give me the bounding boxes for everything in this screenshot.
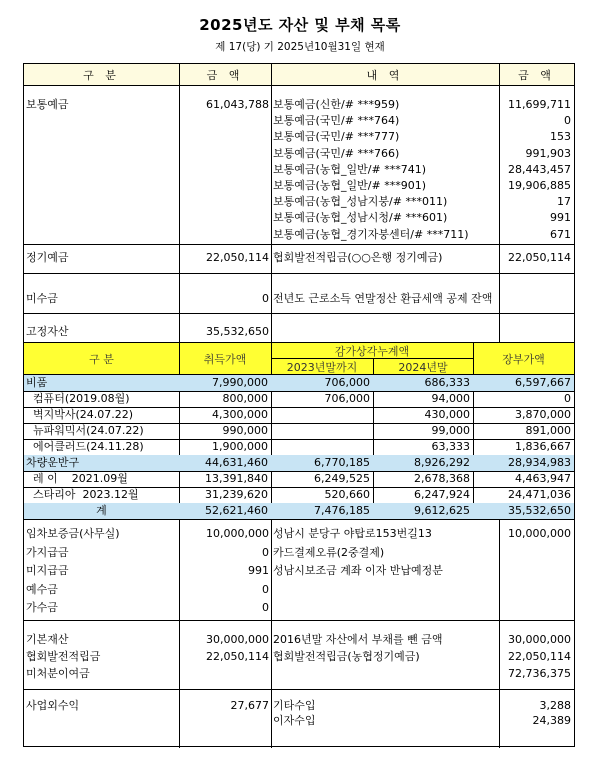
- asset-depreciation-2023: 6,249,525: [314, 472, 370, 485]
- asset-depreciation-2023: 706,000: [324, 376, 370, 389]
- equity-amount: 22,050,114: [206, 650, 269, 663]
- asset-depreciation-2024: 9,612,625: [414, 504, 470, 517]
- liability-detail: 성남시보조금 계좌 이자 반납예정분: [273, 564, 443, 577]
- asset-book-value: 4,463,947: [515, 472, 571, 485]
- asset-book-value: 3,870,000: [515, 408, 571, 421]
- deposit-amount-2: 22,050,114: [508, 251, 571, 264]
- receivable-amount: 0: [262, 292, 269, 305]
- account-detail-amount: 17: [557, 195, 571, 209]
- account-detail-amount: 671: [550, 227, 571, 241]
- asset-name: 스타리아 2023.12월: [26, 488, 139, 501]
- equity-detail-amount: 22,050,114: [508, 650, 571, 663]
- asset-book-value: 891,000: [525, 424, 571, 437]
- header-amount-2: 금 액: [518, 69, 555, 82]
- liability-amount: 10,000,000: [206, 527, 269, 540]
- asset-acquisition: 1,900,000: [212, 440, 268, 453]
- asset-depreciation-2023: 7,476,185: [314, 504, 370, 517]
- account-detail-amount: 0: [564, 114, 571, 128]
- account-detail: 보통예금(농협_성남지붕/# ***011): [273, 195, 448, 209]
- income-detail-amount: 24,389: [532, 714, 571, 727]
- asset-depreciation-2023: 520,660: [324, 488, 370, 501]
- asset-depreciation-2024: 2,678,368: [414, 472, 470, 485]
- liability-amount: 0: [262, 601, 269, 614]
- account-detail-amount: 19,906,885: [508, 179, 571, 192]
- income-detail: 기타수입: [273, 699, 316, 712]
- asset-depreciation-2024: 686,333: [424, 376, 470, 389]
- asset-acquisition: 52,621,460: [205, 504, 268, 517]
- account-detail: 보통예금(농협_경기자붕센터/# ***711): [273, 227, 469, 241]
- asset-acquisition: 31,239,620: [205, 488, 268, 501]
- asset-acquisition: 7,990,000: [212, 376, 268, 389]
- account-detail-amount: 28,443,457: [508, 162, 571, 176]
- page-subtitle: 제 17(당) 기 2025년10월31일 현재: [215, 41, 385, 53]
- asset-depreciation-2024: 63,333: [431, 440, 470, 453]
- asset-depreciation-2024: 99,000: [431, 424, 470, 437]
- asset-name: 비품: [26, 376, 48, 389]
- liability-detail: 카드결제오류(2중결제): [273, 545, 385, 559]
- asset-book-value: 6,597,667: [515, 376, 571, 389]
- liability-detail-amount: 10,000,000: [508, 527, 571, 540]
- header-category: 구 분: [83, 69, 120, 82]
- asset-book-value: 35,532,650: [508, 504, 571, 517]
- equity-detail-amount: 30,000,000: [508, 633, 571, 646]
- asset-header-book-value: 장부가액: [502, 353, 545, 366]
- asset-depreciation-2024: 8,926,292: [414, 456, 470, 469]
- liability-label: 가지급금: [26, 545, 69, 559]
- asset-depreciation-2023: 706,000: [324, 392, 370, 405]
- equity-label: 기본재산: [26, 633, 69, 646]
- asset-depreciation-2024: 94,000: [431, 392, 470, 405]
- asset-name: 컴퓨터(2019.08월): [26, 392, 130, 405]
- asset-header-2024: 2024년말: [398, 361, 448, 374]
- liability-amount: 0: [262, 582, 269, 596]
- asset-acquisition: 13,391,840: [205, 472, 268, 485]
- equity-detail-amount: 72,736,375: [508, 667, 571, 680]
- income-label: 사업외수익: [26, 699, 80, 712]
- account-amount: 61,043,788: [206, 98, 269, 111]
- asset-depreciation-2024: 6,247,924: [414, 488, 470, 501]
- asset-liability-sheet: [23, 63, 575, 747]
- asset-acquisition: 990,000: [222, 424, 268, 437]
- header-detail: 내 역: [366, 69, 404, 82]
- asset-name: 차량운반구: [26, 456, 80, 469]
- liability-detail: 성남시 분당구 야탑로153번길13: [273, 527, 432, 540]
- account-detail: 보통예금(신한/# ***959): [273, 98, 400, 111]
- asset-acquisition: 4,300,000: [212, 408, 268, 421]
- receivable-label: 미수금: [26, 292, 58, 305]
- account-detail-amount: 153: [550, 130, 571, 144]
- asset-row-divider: [24, 519, 574, 520]
- account-detail: 보통예금(국민/# ***777): [273, 130, 400, 144]
- income-detail-amount: 3,288: [539, 699, 571, 712]
- asset-name: 에어클러드(24.11.28): [26, 440, 144, 453]
- asset-book-value: 28,934,983: [508, 456, 571, 469]
- asset-book-value: 1,836,667: [515, 440, 571, 453]
- asset-depreciation-2023: 6,770,185: [314, 456, 370, 469]
- asset-name: 벽지박사(24.07.22): [26, 408, 134, 421]
- liability-label: 예수금: [26, 582, 58, 596]
- account-detail-amount: 11,699,711: [508, 98, 571, 111]
- asset-header-depreciation: 감가상각누계액: [334, 345, 410, 358]
- equity-detail: 2016년말 자산에서 부채를 뺀 금액: [273, 633, 443, 646]
- account-detail-amount: 991: [550, 211, 571, 225]
- equity-label: 협회발전적립금: [26, 650, 101, 663]
- table-header: [24, 64, 574, 85]
- account-label: 보통예금: [26, 98, 69, 111]
- liability-amount: 991: [248, 564, 269, 577]
- asset-header-acquisition: 취득가액: [203, 353, 247, 366]
- asset-name: 뉴파워믹서(24.07.22): [26, 424, 144, 437]
- fixed-asset-label: 고정자산: [26, 325, 69, 338]
- liability-label: 가수금: [26, 601, 58, 614]
- asset-name: 레 이 2021.09월: [26, 472, 128, 485]
- asset-name: 계: [96, 504, 107, 517]
- deposit-amount: 22,050,114: [206, 251, 269, 264]
- header-amount: 금 액: [206, 69, 244, 82]
- equity-amount: 30,000,000: [206, 633, 269, 646]
- account-detail: 보통예금(국민/# ***764): [273, 114, 400, 128]
- income-amount: 27,677: [230, 699, 269, 712]
- asset-header-category: 구 분: [89, 353, 114, 366]
- income-detail: 이자수입: [273, 714, 316, 727]
- asset-book-value: 0: [564, 392, 571, 405]
- divider: [24, 85, 574, 86]
- account-detail: 보통예금(국민/# ***766): [273, 146, 400, 160]
- deposit-desc: 협회발전적립금(○○은행 정기예금): [273, 251, 443, 264]
- asset-acquisition: 800,000: [222, 392, 268, 405]
- receivable-desc: 전년도 근로소득 연말정산 환급세액 공제 잔액: [273, 292, 493, 305]
- asset-acquisition: 44,631,460: [205, 456, 268, 469]
- liability-label: 미지급금: [26, 564, 69, 577]
- page-title: 2025년도 자산 및 부채 목록: [199, 16, 401, 34]
- asset-book-value: 24,471,036: [508, 488, 571, 501]
- fixed-asset-amount: 35,532,650: [206, 325, 269, 338]
- asset-depreciation-2024: 430,000: [424, 408, 470, 421]
- account-detail: 보통예금(농협_일반/# ***901): [273, 179, 427, 192]
- account-detail-amount: 991,903: [525, 146, 571, 160]
- liability-label: 임차보증금(사무실): [26, 527, 120, 540]
- equity-detail: 협회발전적립금(농협정기예금): [273, 650, 420, 663]
- account-detail: 보통예금(농협_성남시청/# ***601): [273, 211, 448, 225]
- liability-amount: 0: [262, 545, 269, 559]
- asset-header-2023: 2023년말까지: [286, 361, 358, 374]
- equity-label: 미처분이여금: [26, 667, 90, 680]
- deposit-label: 정기예금: [26, 251, 69, 264]
- account-detail: 보통예금(농협_일반/# ***741): [273, 162, 427, 176]
